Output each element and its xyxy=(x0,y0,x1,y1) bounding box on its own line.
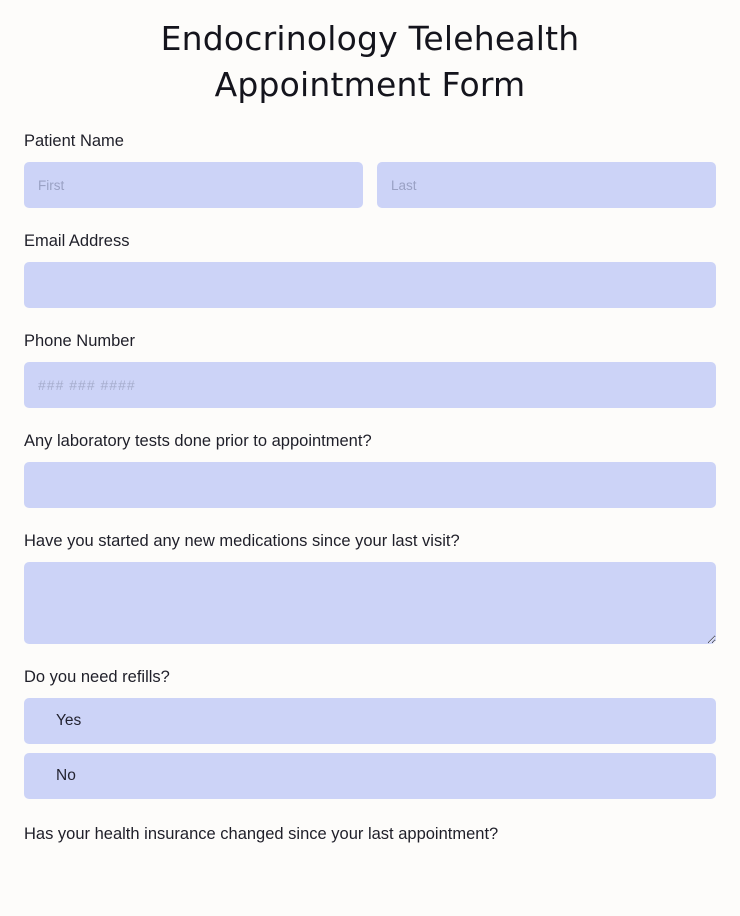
insurance-changed-label: Has your health insurance changed since your last appointment? xyxy=(24,825,499,843)
field-refills xyxy=(24,666,716,799)
first-name-input[interactable] xyxy=(24,162,363,208)
refills-option-yes[interactable] xyxy=(24,698,716,744)
field-lab-tests xyxy=(24,430,716,508)
page-title: Endocrinology Telehealth Appointment Form xyxy=(160,19,580,104)
phone-input[interactable] xyxy=(24,362,716,408)
phone-label: Phone Number xyxy=(24,332,135,350)
email-input[interactable] xyxy=(24,262,716,308)
refills-label: Do you need refills? xyxy=(24,668,170,686)
new-medications-textarea[interactable] xyxy=(24,562,716,644)
field-email xyxy=(24,230,716,308)
refills-option-no-label: No xyxy=(56,767,76,784)
refills-option-yes-label: Yes xyxy=(56,712,82,729)
new-medications-label: Have you started any new medications since your last visit? xyxy=(24,532,460,550)
refills-options xyxy=(24,698,716,799)
lab-tests-input[interactable] xyxy=(24,462,716,508)
lab-tests-label: Any laboratory tests done prior to appointment? xyxy=(24,432,372,450)
patient-name-row xyxy=(24,162,716,208)
field-phone xyxy=(24,330,716,408)
last-name-input[interactable] xyxy=(377,162,716,208)
appointment-form-page xyxy=(0,16,740,845)
email-label: Email Address xyxy=(24,232,130,250)
field-new-medications xyxy=(24,530,716,644)
patient-name-label: Patient Name xyxy=(24,132,124,150)
refills-option-no[interactable] xyxy=(24,753,716,799)
field-patient-name xyxy=(24,130,716,208)
